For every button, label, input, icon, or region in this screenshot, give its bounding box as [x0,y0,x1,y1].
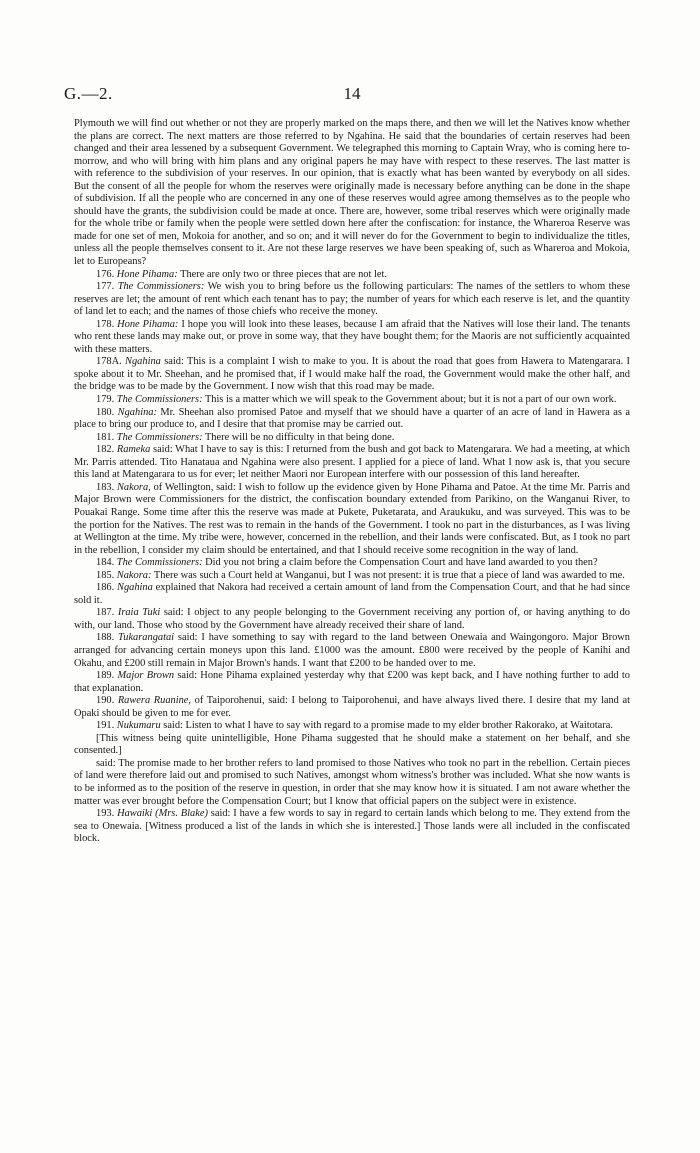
paragraph [74,356,630,394]
paragraph-text: explained that Nakora had received a certain amount of land from the Compensation Court, and that he had since sold it. [74,582,630,606]
paragraph-number: 179. [96,394,115,406]
paragraph [74,670,630,695]
paragraph-number: 180. [96,406,115,418]
paragraph [74,407,630,432]
paragraph-text: There are only two or three pieces that are not let. [180,268,387,280]
paragraph-text: said: Listen to what I have to say with regard to a promise made to my elder brother Rakorako, at Waitotara. [163,720,613,732]
editorial-note [74,758,630,808]
speaker-name: Ngahina [117,582,153,594]
paragraph-number: 193. [96,808,115,820]
paragraph [74,394,630,407]
paragraph-text: of Taiporohenui, said: I belong to Taiporohenui, and have always lived there. I desire that my land at Opaki should be given to me for ever. [74,695,630,719]
paragraph [74,632,630,670]
paragraph [74,482,630,557]
paragraph-number: 176. [96,268,115,280]
document-body [74,118,630,846]
paragraph-number: 189. [96,670,115,682]
paragraph-text: said: I object to any people belonging to the Government receiving any portion of, or having anything to do with, our land. Those who stood by the Government have already received their share of land. [74,607,630,631]
paragraph-text: said: I have a few words to say in regard to certain lands which belong to me. They extend from the sea to Onewaia. [Witness produced a list of the lands in which she is interested.] Those lands were all included in the confiscated block. [74,808,630,845]
speaker-name: The Commissioners: [117,281,205,293]
report-reference: G.—2. [64,84,113,103]
paragraph-number: 187. [96,607,115,619]
paragraph-text: said: This is a complaint I wish to make to you. It is about the road that goes from Hawera to Matengarara. I spoke about it to Mr. Sheehan, and he promised that, if I would make half the road, the Government would make the other half, and the bridge was to be made by the Government. I now wish that this road may be made. [74,356,631,393]
paragraph-number: 182. [96,444,115,456]
speaker-name: Hawaiki (Mrs. Blake) [117,808,208,820]
paragraph [74,582,630,607]
speaker-name: Nukumaru [116,720,161,732]
paragraph-text: We wish you to bring before us the following particulars: The names of the settlers to whom these reserves are let; the amount of rent which each tenant has to pay; the number of years for which each reserve is let, and the quantity of land let to each; and the names of those chiefs who receive the money. [74,281,631,318]
paragraph-number: 185. [96,569,115,581]
speaker-name: Nakora: [116,569,152,581]
speaker-name: Hone Pihama: [116,268,178,280]
paragraph-text: I hope you will look into these leases, because I am afraid that the Natives will lose their land. The tenants who rent these lands may make out, or prove in some way, that they have bought them; for the Maoris are not sufficiently acquainted with these matters. [74,318,630,355]
paragraph-text: said: The promise made to her brother refers to land promised to those Natives who took no part in the rebellion. Certain pieces of land were therefore laid out and promised to such Natives, amongst whom witness's brother was included. What she now wants is to be informed as to the position of the reserve in question, in order that she may know how it is situated. I am not aware whether the matter was ever brought before the Compensation Court; but I know that official papers on the subject were in existence. [74,757,630,807]
paragraph-number: 191. [96,720,115,732]
paragraph-number: 177. [96,281,115,293]
speaker-name: Ngahina [125,356,161,368]
paragraph-number: 188. [96,632,115,644]
paragraph [74,444,630,482]
paragraph-number: 178A. [96,356,122,368]
paragraph [74,733,630,758]
paragraph-text: [This witness being quite unintelligible, Hone Pihama suggested that he should make a statement on her behalf, and she consented.] [74,732,630,757]
speaker-name: Tukarangatai [118,632,175,644]
paragraph-text: There was such a Court held at Wanganui, but I was not present: it is true that a piece of land was awarded to me. [153,569,625,581]
speaker-name: Nakora, [116,481,151,493]
paragraph-number: 181. [96,431,115,443]
paragraph [74,720,630,733]
paragraph [74,432,630,445]
paragraph [74,570,630,583]
paragraph-text: said: What I have to say is this: I returned from the bush and got back to Matengarara. We had a meeting, at which Mr. Parris attended. Tito Hanataua and Ngahina were also present. I applied for a piece of land. What I now ask is, that you secure this land at Matengarara to us for ever; let neither Maori nor European interfere with our possession of this land hereafter. [74,444,630,481]
speaker-name: The Commissioners: [116,431,203,443]
speaker-name: Major Brown [117,670,175,682]
speaker-name: The Commissioners: [116,394,203,406]
page-header [64,84,640,106]
speaker-name: Hone Pihama: [117,318,179,330]
speaker-name: The Commissioners: [116,557,203,569]
paragraph [74,118,630,269]
page-number: 14 [343,84,361,103]
paragraph-text: This is a matter which we will speak to the Government about; but it is not a part of our own work. [204,394,617,406]
paragraph-text: said: Hone Pihama explained yesterday why that £200 was kept back, and I have nothing further to add to that explanation. [74,670,630,694]
paragraph-text: Mr. Sheehan also promised Patoe and myself that we should have a quarter of an acre of land in Hawera as a place to bring our produce to, and I desire that that promise may be carried out. [74,406,631,431]
paragraph-text: There will be no difficulty in that being done. [204,431,395,443]
speaker-name: Ngahina: [117,406,157,418]
paragraph-text: Plymouth we will find out whether or not they are properly marked on the maps there, and then we will let the Natives know whether the plans are correct. The next matters are those referred to by Ngahina. He said that the boundaries of certain reserves had been changed and their area lessened by a subsequent Government. We telegraphed this morning to Captain Wray, who is coming here to-morrow, and who will bring with him plans and any original papers he may have with respect to these reserves. The last matter is with reference to the subdivision of your reserves. In our opinion, that is exactly what has been wanted by everybody on all sides. But the consent of all the people for whom the reserves were originally made is necessary before anything can be done in the shape of subdivision. If all the people who are concerned in any one of these reserves would agree among themselves as to the people who should have the grants, the subdivision could be made at once. There are, however, some tribal reserves which were originally made for the whole tribe or family when the people were settled down here after the confiscation: for instance, the Whareroa Reserve was made for one set of men, Mokoia for another, and so on; and it will never do for the Government to begin to individualize the titles, unless all the people themselves consent to it. Are not these large reserves we have been speaking of, such as Whareroa and Mokoia, let to Europeans? [74,118,630,268]
paragraph-number: 183. [96,481,115,493]
paragraph-text: said: I have something to say with regard to the land between Onewaia and Waingongoro. Major Brown arranged for advancing certain moneys upon this land. £1000 was the amount. £800 were received by the people of Kanihi and Okahu, and £200 still remain in Major Brown's hands. I want that £200 to be handed over to me. [74,632,631,669]
paragraph-text: Did you not bring a claim before the Compensation Court and have land awarded to you then? [205,557,598,569]
paragraph [74,269,630,282]
paragraph-number: 184. [96,557,115,569]
paragraph [74,695,630,720]
paragraph-text: of Wellington, said: I wish to follow up the evidence given by Hone Pihama and Patoe. At the time Mr. Parris and Major Brown were Commissioners for the district, the confiscation boundary extended from Parikino, on the Wanganui River, to Pouakai Range. Some time after this the reserve was made at Pukete, Puketarata, and Araukuku, and was surveyed. This was to be the portion for the Natives. The rest was to remain in the hands of the Government. I took no part in the disturbances, as I was living at Wellington at the time. My tribe were, however, concerned in the rebellion, and their lands were confiscated. But, as I took no part in the rebellion, I consider my claim should be entertained, and that I should receive some recognition in the way of land. [74,481,630,556]
speaker-name: Rameka [116,444,151,456]
paragraph-number: 186. [96,582,115,594]
paragraph [74,808,630,846]
paragraph [74,607,630,632]
speaker-name: Iraia Tuki [117,607,161,619]
paragraph-number: 190. [96,695,115,707]
speaker-name: Rawera Ruanine, [117,695,192,707]
paragraph [74,557,630,570]
paragraph [74,319,630,357]
paragraph-number: 178. [96,318,115,330]
paragraph [74,281,630,319]
